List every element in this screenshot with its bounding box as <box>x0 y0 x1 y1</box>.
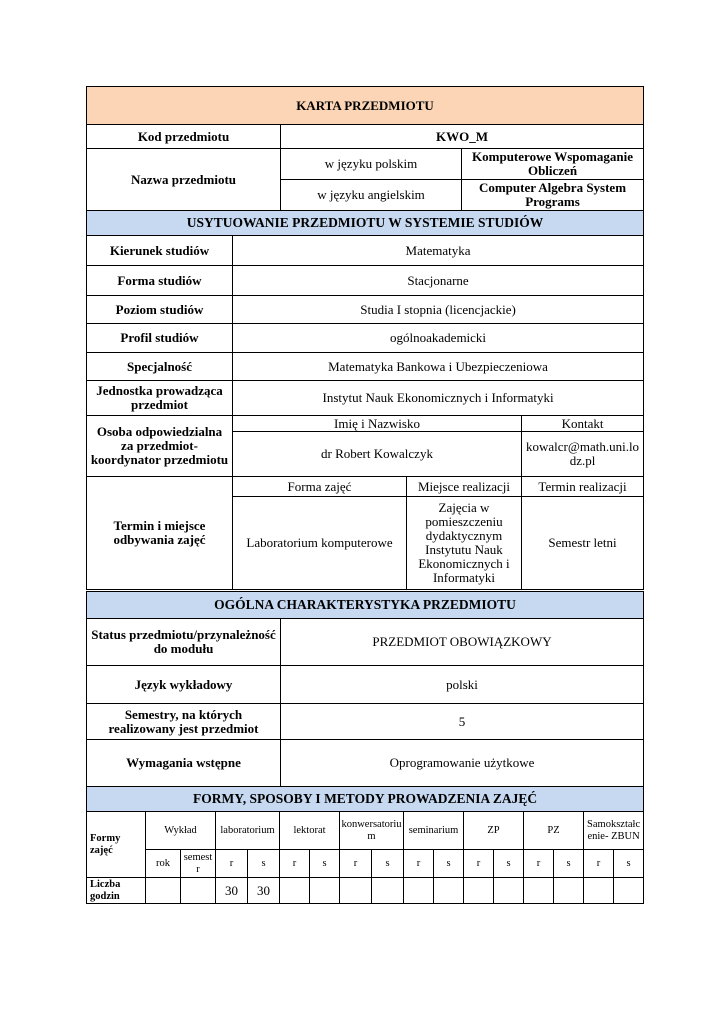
sub-r: r <box>340 850 372 878</box>
hours-cell <box>372 878 404 904</box>
hours-cell <box>494 878 524 904</box>
termin-miejsce-header: Miejsce realizacji <box>407 477 522 497</box>
kod-value: KWO_M <box>281 125 644 149</box>
hours-cell <box>434 878 464 904</box>
forma-value: Stacjonarne <box>233 266 644 296</box>
wymagania-label: Wymagania wstępne <box>87 740 281 787</box>
osoba-name-header: Imię i Nazwisko <box>233 416 522 432</box>
formy-wyklad: Wykład <box>146 812 216 850</box>
termin-termin-header: Termin realizacji <box>522 477 644 497</box>
nazwa-en-value: Computer Algebra System Programs <box>462 180 644 211</box>
status-value: PRZEDMIOT OBOWIĄZKOWY <box>281 619 644 666</box>
sub-r: r <box>404 850 434 878</box>
sub-r: r <box>280 850 310 878</box>
hours-cell <box>310 878 340 904</box>
hours-cell <box>524 878 554 904</box>
hours-cell <box>340 878 372 904</box>
jezyk-label: Język wykładowy <box>87 666 281 704</box>
sub-r: r <box>464 850 494 878</box>
hours-cell <box>614 878 644 904</box>
sub-rok: rok <box>146 850 181 878</box>
section-usytuowanie: USYTUOWANIE PRZEDMIOTU W SYSTEMIE STUDIÓW <box>87 211 644 236</box>
sub-s: s <box>554 850 584 878</box>
nazwa-en-label: w języku angielskim <box>281 180 462 211</box>
sub-s: s <box>614 850 644 878</box>
jednostka-value: Instytut Nauk Ekonomicznych i Informatyki <box>233 381 644 416</box>
osoba-label: Osoba odpowiedzialna za przedmiot- koordynator przedmiotu <box>87 416 233 477</box>
wymagania-value: Oprogramowanie użytkowe <box>281 740 644 787</box>
header-table <box>86 86 644 211</box>
termin-miejsce: Zajęcia w pomieszczeniu dydaktycznym Instytutu Nauk Ekonomicznych i Informatyki <box>407 497 522 590</box>
termin-termin: Semestr letni <box>522 497 644 590</box>
formy-konwersatorium: konwersatorium <box>340 812 404 850</box>
usytuowanie-table <box>86 210 644 590</box>
semestry-value: 5 <box>281 704 644 740</box>
hours-cell <box>280 878 310 904</box>
hours-cell <box>554 878 584 904</box>
nazwa-label: Nazwa przedmiotu <box>87 149 281 211</box>
status-label: Status przedmiotu/przynależność do modułu <box>87 619 281 666</box>
profil-label: Profil studiów <box>87 324 233 353</box>
sub-r: r <box>584 850 614 878</box>
hours-cell <box>464 878 494 904</box>
hours-cell <box>146 878 181 904</box>
nazwa-pl-value: Komputerowe Wspomaganie Obliczeń <box>462 149 644 180</box>
hours-lab-r: 30 <box>216 878 248 904</box>
sub-r: r <box>216 850 248 878</box>
nazwa-pl-label: w języku polskim <box>281 149 462 180</box>
jednostka-label: Jednostka prowadząca przedmiot <box>87 381 233 416</box>
osoba-contact-header: Kontakt <box>522 416 644 432</box>
specjalnosc-value: Matematyka Bankowa i Ubezpieczeniowa <box>233 353 644 381</box>
hours-label: Liczba godzin <box>87 878 146 904</box>
sub-s: s <box>372 850 404 878</box>
section-formy: FORMY, SPOSOBY I METODY PROWADZENIA ZAJĘĆ <box>87 787 644 812</box>
sub-s: s <box>434 850 464 878</box>
jezyk-value: polski <box>281 666 644 704</box>
hours-cell <box>584 878 614 904</box>
section-ogolna: OGÓLNA CHARAKTERYSTYKA PRZEDMIOTU <box>87 592 644 619</box>
sub-semestr: semestr <box>181 850 216 878</box>
formy-laboratorium: laboratorium <box>216 812 280 850</box>
sub-s: s <box>310 850 340 878</box>
ogolna-table <box>86 591 644 787</box>
kierunek-value: Matematyka <box>233 236 644 266</box>
formy-zp: ZP <box>464 812 524 850</box>
sub-s: s <box>248 850 280 878</box>
specjalnosc-label: Specjalność <box>87 353 233 381</box>
semestry-label: Semestry, na których realizowany jest przedmiot <box>87 704 281 740</box>
profil-value: ogólnoakademicki <box>233 324 644 353</box>
formy-pz: PZ <box>524 812 584 850</box>
formy-samoksztalcenie: Samokształcenie- ZBUN <box>584 812 644 850</box>
termin-label: Termin i miejsce odbywania zajęć <box>87 477 233 590</box>
termin-forma: Laboratorium komputerowe <box>233 497 407 590</box>
formy-row-label: Formy zajęć <box>87 812 146 878</box>
poziom-value: Studia I stopnia (licencjackie) <box>233 296 644 324</box>
hours-cell <box>404 878 434 904</box>
poziom-label: Poziom studiów <box>87 296 233 324</box>
kod-label: Kod przedmiotu <box>87 125 281 149</box>
formy-table <box>86 786 644 904</box>
hours-cell <box>181 878 216 904</box>
forma-label: Forma studiów <box>87 266 233 296</box>
formy-seminarium: seminarium <box>404 812 464 850</box>
formy-lektorat: lektorat <box>280 812 340 850</box>
card-title: KARTA PRZEDMIOTU <box>87 87 644 125</box>
sub-r: r <box>524 850 554 878</box>
osoba-contact: kowalcr@math.uni.lodz.pl <box>522 432 644 477</box>
hours-lab-s: 30 <box>248 878 280 904</box>
osoba-name: dr Robert Kowalczyk <box>233 432 522 477</box>
termin-forma-header: Forma zajęć <box>233 477 407 497</box>
sub-s: s <box>494 850 524 878</box>
kierunek-label: Kierunek studiów <box>87 236 233 266</box>
